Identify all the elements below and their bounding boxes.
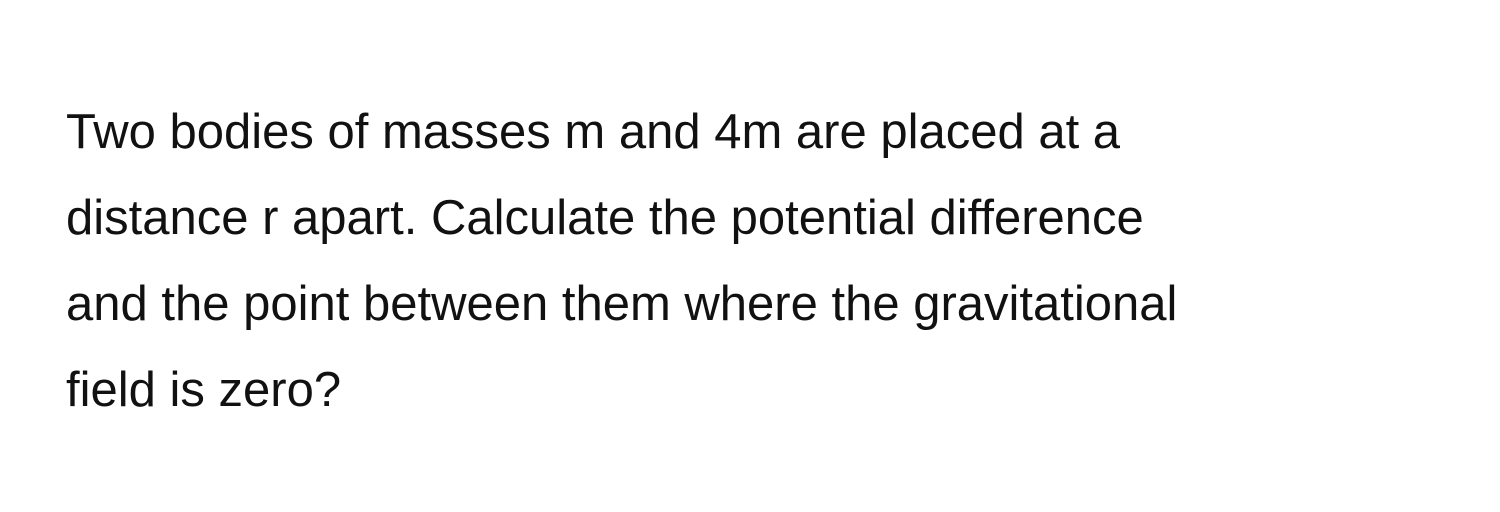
question-line: and the point between them where the gravitational [66, 277, 1178, 331]
question-line: distance r apart. Calculate the potential difference [66, 191, 1144, 245]
question-line: field is zero? [66, 363, 342, 417]
question-text [66, 89, 1466, 433]
question-line: Two bodies of masses m and 4m are placed at a [66, 105, 1121, 159]
